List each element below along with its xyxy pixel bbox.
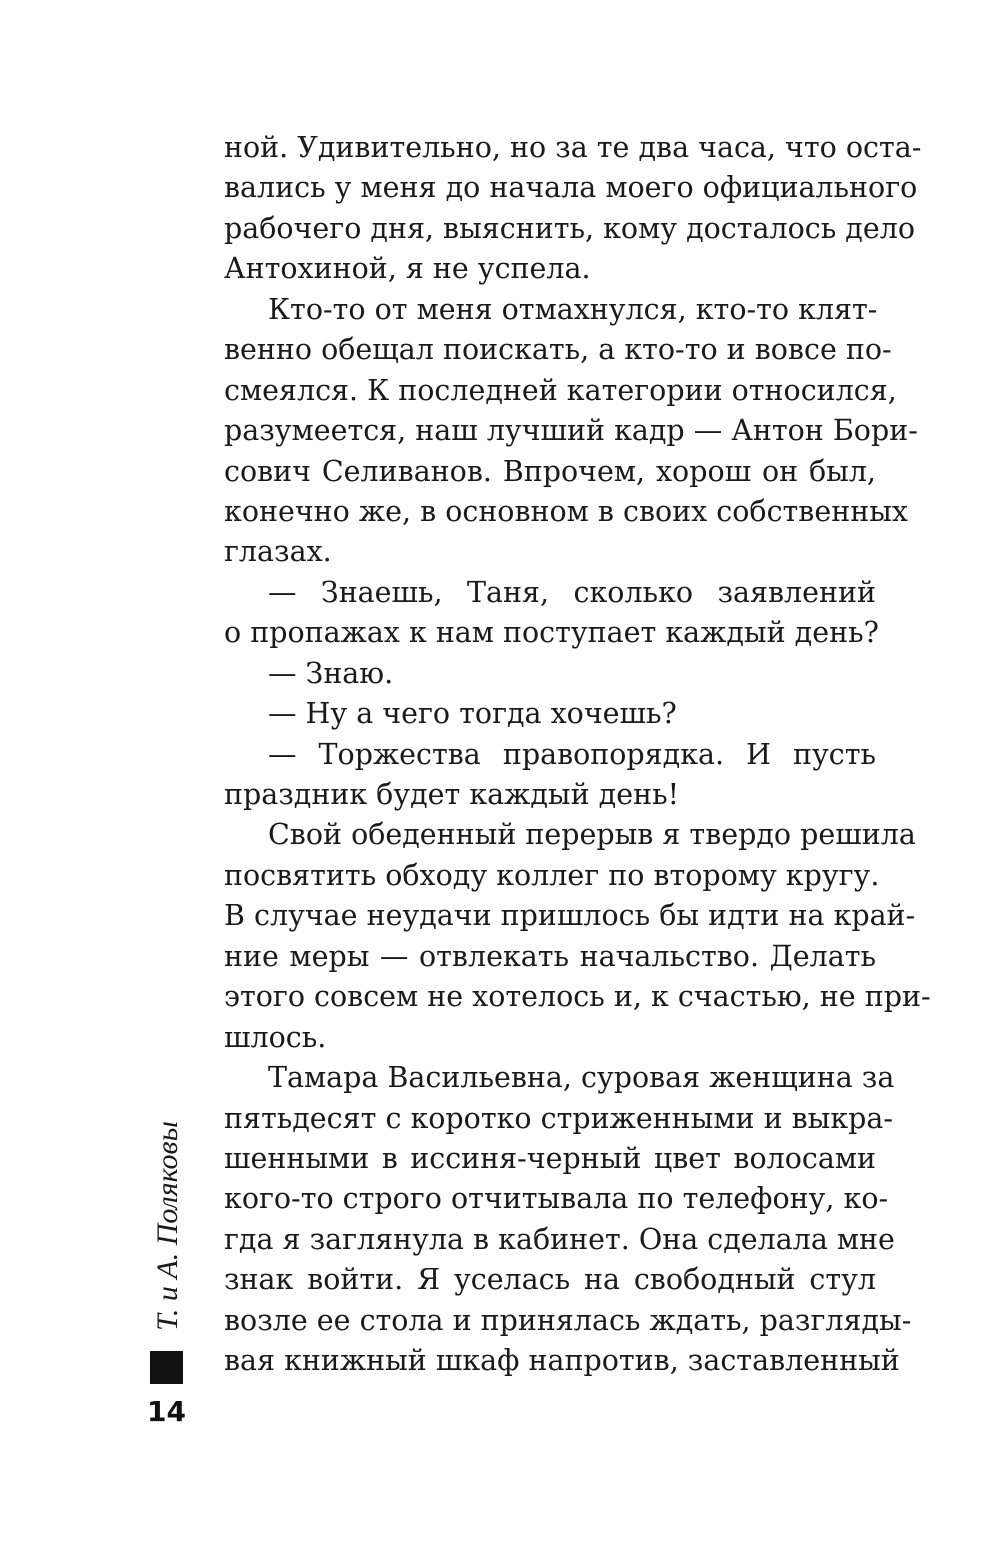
dialogue-line: — Торжества правопорядка. И пусть [268,737,876,771]
text-line: рабочего дня, выяснить, кому досталось дело [224,211,915,245]
text-line: ной. Удивительно, но за те два часа, что оста- [224,131,922,164]
dialogue-line: праздник будет каждый день! [224,778,680,811]
text-line: вая книжный шкаф напротив, заставленный [224,1344,900,1378]
text-line: возле ее стола и принялась ждать, разгляды- [224,1303,912,1337]
text-line: Антохиной, я не успела. [224,252,591,286]
body-text [224,128,931,1382]
text-line: этого совсем не хотелось и, к счастью, не при- [224,980,931,1014]
dialogue-line: — Знаю. [268,656,394,690]
page-marker-square [150,1351,183,1384]
dialogue-line: — Ну а чего тогда хочешь? [268,697,677,731]
text-line: шлось. [224,1020,327,1054]
text-line: гда я заглянула в кабинет. Она сделала мне [224,1222,895,1256]
text-line: ние меры — отвлекать начальство. Делать [224,939,876,973]
dialogue-line: о пропажах к нам поступает каждый день? [224,616,879,650]
text-line: Тамара Васильевна, суровая женщина за [268,1061,895,1095]
text-line: сович Селиванов. Впрочем, хорош он был, [224,454,876,488]
text-line: Свой обеденный перерыв я твердо решила [268,818,916,852]
text-line: В случае неудачи пришлось бы идти на край- [224,899,916,933]
text-line: Кто-то от меня отмахнулся, кто-то клят- [268,292,878,326]
text-line: разумеется, наш лучший кадр — Антон Бори- [224,414,918,448]
text-line: конечно же, в основном в своих собственных [224,494,908,528]
text-line: глазах. [224,535,332,569]
text-line: смеялся. К последней категории относился, [224,373,897,407]
text-line: венно обещал поискать, а кто-то и вовсе по- [224,333,892,367]
dialogue-line: — Знаешь, Таня, сколько заявлений [268,575,876,609]
text-line: вались у меня до начала моего официального [224,171,918,205]
text-line: кого-то строго отчитывала по телефону, ко- [224,1182,889,1216]
text-line: пятьдесят с коротко стриженными и выкра- [224,1101,894,1135]
running-head-authors [148,1114,188,1338]
authors-label: Т. и А. Поляковы [151,1121,184,1331]
text-line: посвятить обходу коллег по второму кругу. [224,858,880,892]
text-line: знак войти. Я уселась на свободный стул [224,1263,876,1297]
text-line: шенными в иссиня-черный цвет волосами [224,1141,876,1175]
page-number: 14 [147,1395,186,1428]
